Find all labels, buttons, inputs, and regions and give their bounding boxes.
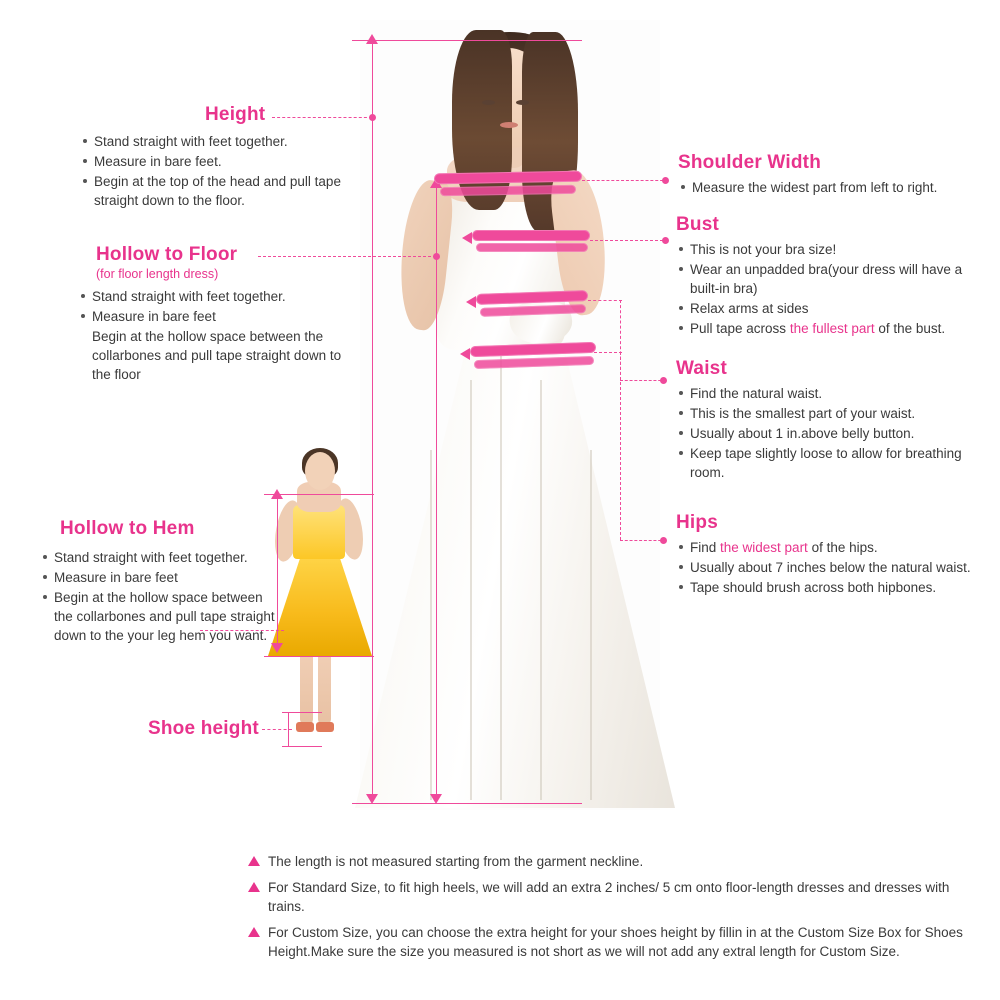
hollow-to-hem-section: [40, 518, 278, 646]
footer-notes: [248, 852, 968, 968]
height-line: [372, 44, 373, 796]
bust-bullet-1: This is not your bra size!: [676, 240, 976, 259]
bust-bullet-2: Wear an unpadded bra(your dress will have a built-in bra): [676, 260, 976, 298]
hips-leader-h: [594, 352, 622, 353]
waist-bullet-4: Keep tape slightly loose to allow for breathing room.: [676, 444, 976, 482]
hollow-to-hem-bullet-1: Stand straight with feet together.: [40, 548, 278, 567]
shoulder-width-bullet-1: Measure the widest part from left to right.: [678, 178, 978, 197]
mini-model-bodice: [293, 505, 345, 559]
waist-section: [676, 358, 976, 483]
hips-bullet-3: Tape should brush across both hipbones.: [676, 578, 976, 597]
mini-model-leg: [300, 645, 313, 725]
hips-leader-v: [620, 352, 621, 540]
hollow-to-floor-subtitle: (for floor length dress): [96, 267, 219, 281]
waist-leader-h: [588, 300, 622, 301]
hollow-to-hem-bullet-2: Measure in bare feet: [40, 568, 278, 587]
skirt-fold: [430, 450, 432, 800]
footer-note-2-text: For Standard Size, to fit high heels, we will add an extra 2 inches/ 5 cm onto floor-length dresses and dresses with trains.: [268, 880, 950, 914]
hips-bullet-2: Usually about 7 inches below the natural waist.: [676, 558, 976, 577]
hollow-hem-top-tick: [264, 494, 374, 495]
skirt-fold: [500, 340, 502, 800]
height-bullets: [80, 132, 348, 210]
height-bullet-1: Stand straight with feet together.: [80, 132, 348, 151]
hips-section: [676, 512, 976, 598]
hollow-to-floor-bullets: [78, 287, 348, 384]
bust-leader: [590, 240, 668, 241]
height-bullet-3: Begin at the top of the head and pull tape straight down to the floor.: [80, 172, 348, 210]
hollow-to-hem-title: Hollow to Hem: [60, 518, 195, 539]
waist-bullet-1: Find the natural waist.: [676, 384, 976, 403]
waist-bullet-2: This is the smallest part of your waist.: [676, 404, 976, 423]
hips-arrow-left: [460, 348, 470, 360]
shoulder-width-bullets: [678, 178, 978, 197]
shoulder-width-section: [678, 152, 978, 198]
bust-arrow-left: [462, 232, 472, 244]
shoe-height-bottom-tick: [282, 746, 322, 747]
shoe-height-leader: [262, 729, 292, 730]
bust-section: [676, 214, 976, 339]
waist-bullet-3: Usually about 1 in.above belly button.: [676, 424, 976, 443]
bust-tape-2: [476, 243, 588, 252]
shoulder-leader-dot: [662, 177, 669, 184]
mini-model-head: [305, 452, 335, 490]
bust-leader-dot: [662, 237, 669, 244]
height-arrow-top: [366, 34, 378, 44]
mini-model-leg: [318, 645, 331, 725]
bust-bullets: [676, 240, 976, 338]
footer-note-1-text: The length is not measured starting from the garment neckline.: [268, 854, 644, 869]
mini-model-skirt: [268, 548, 372, 656]
hollow-to-floor-bullet-1: Stand straight with feet together.: [78, 287, 348, 306]
hollow-floor-arrow-bottom: [430, 794, 442, 804]
triangle-icon: [248, 927, 260, 937]
waist-leader-dot: [660, 377, 667, 384]
bust-bullet-3: Relax arms at sides: [676, 299, 976, 318]
model-eye: [482, 100, 495, 105]
waist-arrow-left: [466, 296, 476, 308]
shoulder-width-title: Shoulder Width: [678, 152, 821, 173]
hips-highlight: the widest part: [720, 540, 808, 555]
footer-note-2: [248, 878, 968, 916]
footer-note-3: [248, 923, 968, 961]
hips-title: Hips: [676, 512, 718, 533]
model-mouth: [500, 122, 518, 128]
hollow-to-floor-title: Hollow to Floor: [96, 244, 238, 265]
hollow-floor-line: [436, 188, 437, 796]
height-leader-dot: [369, 114, 376, 121]
bust-tape: [472, 230, 590, 241]
hips-bullets: [676, 538, 976, 597]
height-title: Height: [205, 104, 266, 125]
hollow-to-hem-bullet-3: Begin at the hollow space between the collarbones and pull tape straight down to the your leg hem you want.: [40, 588, 278, 645]
shoe-height-section: [148, 718, 259, 740]
hollow-floor-leader-dot: [433, 253, 440, 260]
bust-title: Bust: [676, 214, 720, 235]
hollow-to-floor-bullet-3: Begin at the hollow space between the collarbones and pull tape straight down to the floor: [92, 329, 342, 382]
mini-model-shoe: [296, 722, 314, 732]
footer-note-1: [248, 852, 968, 871]
model-eye: [516, 100, 529, 105]
skirt-fold: [470, 380, 472, 800]
hips-leader-dot: [660, 537, 667, 544]
skirt-fold: [590, 450, 592, 800]
height-section: [80, 104, 348, 211]
waist-title: Waist: [676, 358, 727, 379]
shoe-height-title: Shoe height: [148, 718, 259, 739]
height-bullet-2: Measure in bare feet.: [80, 152, 348, 171]
shoulder-leader: [582, 180, 668, 181]
height-top-tick: [352, 40, 582, 41]
bust-bullet-4: Pull tape across the fullest part of the bust.: [676, 319, 976, 338]
hollow-to-floor-bullet-2: Measure in bare feet: [78, 307, 348, 326]
hips-bullet-1: Find the widest part of the hips.: [676, 538, 976, 557]
bust-highlight: the fullest part: [789, 321, 875, 336]
hollow-to-hem-bullets: [40, 548, 278, 645]
waist-bullets: [676, 384, 976, 482]
height-bottom-tick: [352, 803, 582, 804]
triangle-icon: [248, 856, 260, 866]
footer-note-3-text: For Custom Size, you can choose the extra height for your shoes height by fillin in at the Custom Size Box for Shoes Height.Make sure the size you measured is not short as we will not add any extral length for Custom Size.: [268, 925, 963, 959]
triangle-icon: [248, 882, 260, 892]
skirt-fold: [540, 380, 542, 800]
hollow-to-floor-section: [78, 244, 348, 385]
hollow-hem-bottom-tick: [264, 656, 374, 657]
mini-model-shoe: [316, 722, 334, 732]
